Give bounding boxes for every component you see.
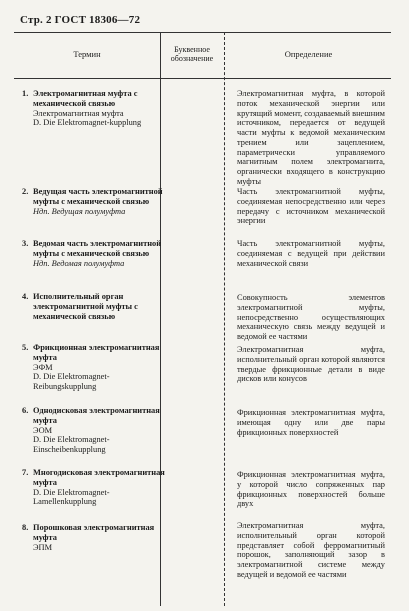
term-name: Фрикционная электромагнитная муфта [33, 343, 160, 362]
definition-row-6: Фрикционная электромагнитная муфта, имеющая одну или две пары фрикционных поверхностей [237, 408, 385, 437]
term-name: Исполнительный орган электромагнитной муфты с механической связью [33, 292, 138, 321]
term-number: 3. [22, 239, 29, 248]
definition-row-5: Электромагнитная муфта, исполнительный орган которой являются твердые фрикционные детали в виде дисков или конусов [237, 345, 385, 384]
term-number: 2. [22, 187, 29, 196]
term-foreign: D. Die Elektromagnet-Lamellenkupplung [33, 487, 110, 507]
term-foreign: D. Die Elektromagnet-kupplung [33, 118, 142, 128]
page-header: Стр. 2 ГОСТ 18306—72 [20, 14, 141, 26]
term-number: 8. [22, 523, 29, 532]
column-header-designation: Буквенное обозначение [170, 45, 214, 63]
term-name: Порошковая электромагнитная муфта [33, 523, 155, 542]
term-row-4 [22, 292, 167, 321]
term-name: Ведущая часть электромагнитной муфты с механической связью [33, 187, 163, 206]
terms-table [14, 32, 391, 606]
definition-row-2: Часть электромагнитной муфты, соединяемая непосредственно или через передачу с источником механической энергии [237, 187, 385, 226]
definition-row-3: Часть электромагнитной муфты, соединяемая с ведущей при действии механической связи [237, 239, 385, 268]
term-row-6 [22, 406, 167, 455]
term-abbreviation: ЭПМ [33, 542, 53, 552]
term-not-recommended: Ндп. Ведомая полумуфта [33, 258, 125, 268]
term-row-2 [22, 187, 167, 216]
term-abbreviation: ЭФМ [33, 362, 53, 372]
term-row-3 [22, 239, 167, 268]
definition-row-1: Электромагнитная муфта, в которой поток механической энергии или крутящий момент, создаваемый внешним источником, передается от ведущей части муфты к ведомой механическим трением или зацеплением, параметрически управляемого магнитным полем электромагнита, органически входящего в конструкцию муфты [237, 89, 385, 186]
term-name: Многодисковая электромагнитная муфта [33, 468, 165, 487]
term-number: 7. [22, 468, 29, 477]
term-number: 1. [22, 89, 29, 98]
term-row-5 [22, 343, 167, 392]
term-synonym: Электромагнитная муфта [33, 108, 124, 118]
term-row-7 [22, 468, 167, 507]
term-row-8 [22, 523, 167, 552]
term-name: Электромагнитная муфта с механической связью [33, 89, 138, 108]
table-header-rule [14, 78, 391, 79]
term-foreign: D. Die Elektromagnet-Einscheibenkupplung [33, 435, 110, 454]
column-divider-2 [224, 32, 225, 606]
term-number: 4. [22, 292, 29, 301]
term-not-recommended: Ндп. Ведущая полумуфта [33, 206, 126, 216]
term-row-1 [22, 89, 167, 128]
term-foreign: D. Die Elektromagnet-Reibungskupplung [33, 372, 110, 391]
term-abbreviation: ЭОМ [33, 425, 53, 435]
term-name: Однодисковая электромагнитная муфта [33, 406, 160, 425]
definition-row-8: Электромагнитная муфта, исполнительный орган которой представляет собой ферромагнитный порошок, заполняющий зазор в электромагнитной системе между ведущей и ведомой ее частями [237, 521, 385, 579]
column-header-term: Термин [73, 49, 101, 60]
column-header-definition: Определение [284, 49, 333, 60]
term-number: 6. [22, 406, 29, 415]
definition-row-7: Фрикционная электромагнитная муфта, у которой число сопряженных пар фрикционных поверхностей больше двух [237, 470, 385, 509]
term-number: 5. [22, 343, 29, 352]
definition-row-4: Совокупность элементов электромагнитной муфты, непосредственно осуществляющих механическую связь между ведущей и ведомой ее частями [237, 293, 385, 341]
term-name: Ведомая часть электромагнитной муфты с механической связью [33, 239, 162, 258]
